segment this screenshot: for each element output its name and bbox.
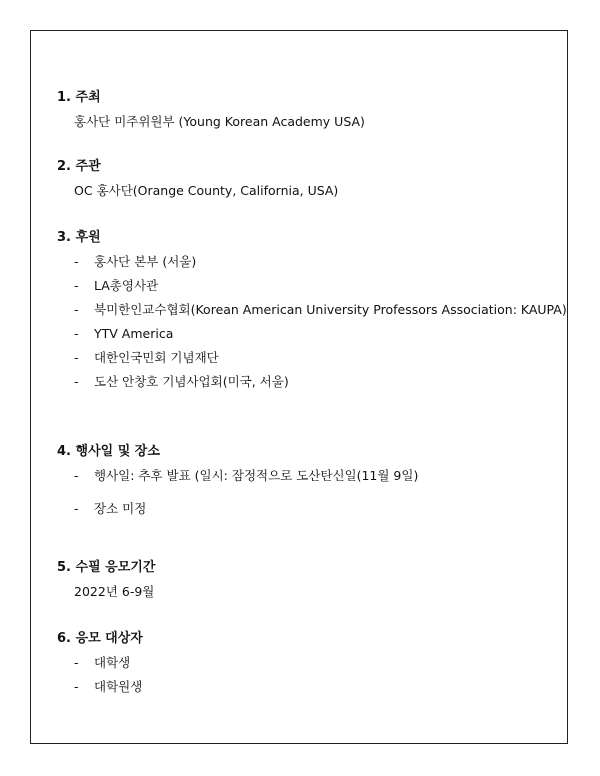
bullet-dash: - bbox=[74, 350, 79, 365]
section-heading bbox=[57, 556, 580, 580]
section-submission-period bbox=[57, 556, 580, 604]
list-item bbox=[57, 497, 580, 521]
bullet-dash: - bbox=[74, 278, 79, 293]
section-heading bbox=[57, 155, 580, 179]
bullet-dash: - bbox=[74, 655, 79, 670]
section-number: 6. bbox=[57, 631, 71, 646]
list-item-text: 대학원생 bbox=[94, 679, 143, 694]
section-number: 5. bbox=[57, 560, 71, 575]
section-title: 주최 bbox=[75, 90, 101, 105]
section-title: 주관 bbox=[75, 159, 101, 174]
section-organizer bbox=[57, 155, 580, 203]
list-item-text: 홍사단 본부 (서울) bbox=[94, 254, 197, 269]
bullet-dash: - bbox=[74, 326, 79, 341]
organizer-line: OC 홍사단(Orange County, California, USA) bbox=[74, 183, 339, 198]
section-title: 행사일 및 장소 bbox=[75, 444, 160, 459]
list-item bbox=[57, 675, 580, 699]
section-number: 3. bbox=[57, 230, 71, 245]
section-sponsors bbox=[57, 226, 580, 394]
list-item bbox=[57, 370, 580, 394]
list-item-text: 북미한인교수협회(Korean American University Professors Association: KAUPA) bbox=[94, 302, 567, 317]
list-item bbox=[57, 651, 580, 675]
list-item bbox=[57, 250, 580, 274]
list-item bbox=[57, 322, 580, 346]
section-heading bbox=[57, 86, 580, 110]
sponsor-list bbox=[57, 250, 580, 394]
section-heading bbox=[57, 226, 580, 250]
list-item-text: 도산 안창호 기념사업회(미국, 서울) bbox=[94, 374, 289, 389]
bullet-dash: - bbox=[74, 679, 79, 694]
host-line: 홍사단 미주위원부 (Young Korean Academy USA) bbox=[74, 114, 365, 129]
list-item-text: 대학생 bbox=[94, 655, 131, 670]
section-eligibility bbox=[57, 627, 580, 699]
bullet-dash: - bbox=[74, 254, 79, 269]
list-item-text: LA총영사관 bbox=[94, 278, 159, 293]
section-title: 응모 대상자 bbox=[75, 631, 143, 646]
list-item bbox=[57, 346, 580, 370]
section-number: 4. bbox=[57, 444, 71, 459]
list-item-text: 행사일: 추후 발표 (일시: 잠정적으로 도산탄신일(11월 9일) bbox=[94, 468, 419, 483]
bullet-dash: - bbox=[74, 302, 79, 317]
bullet-dash: - bbox=[74, 374, 79, 389]
date-venue-list bbox=[57, 464, 580, 521]
list-item-text: 대한인국민회 기념재단 bbox=[94, 350, 219, 365]
list-item-text: YTV America bbox=[94, 326, 174, 341]
section-heading bbox=[57, 627, 580, 651]
section-date-venue bbox=[57, 440, 580, 521]
section-number: 1. bbox=[57, 90, 71, 105]
list-item-text: 장소 미정 bbox=[94, 501, 147, 516]
submission-period-line: 2022년 6-9월 bbox=[74, 584, 155, 599]
list-item bbox=[57, 298, 580, 322]
list-item bbox=[57, 464, 580, 488]
list-item bbox=[57, 274, 580, 298]
section-number: 2. bbox=[57, 159, 71, 174]
section-title: 후원 bbox=[75, 230, 101, 245]
section-host bbox=[57, 86, 580, 134]
section-heading bbox=[57, 440, 580, 464]
section-title: 수필 응모기간 bbox=[75, 560, 156, 575]
bullet-dash: - bbox=[74, 501, 79, 516]
eligibility-list bbox=[57, 651, 580, 699]
bullet-dash: - bbox=[74, 468, 79, 483]
